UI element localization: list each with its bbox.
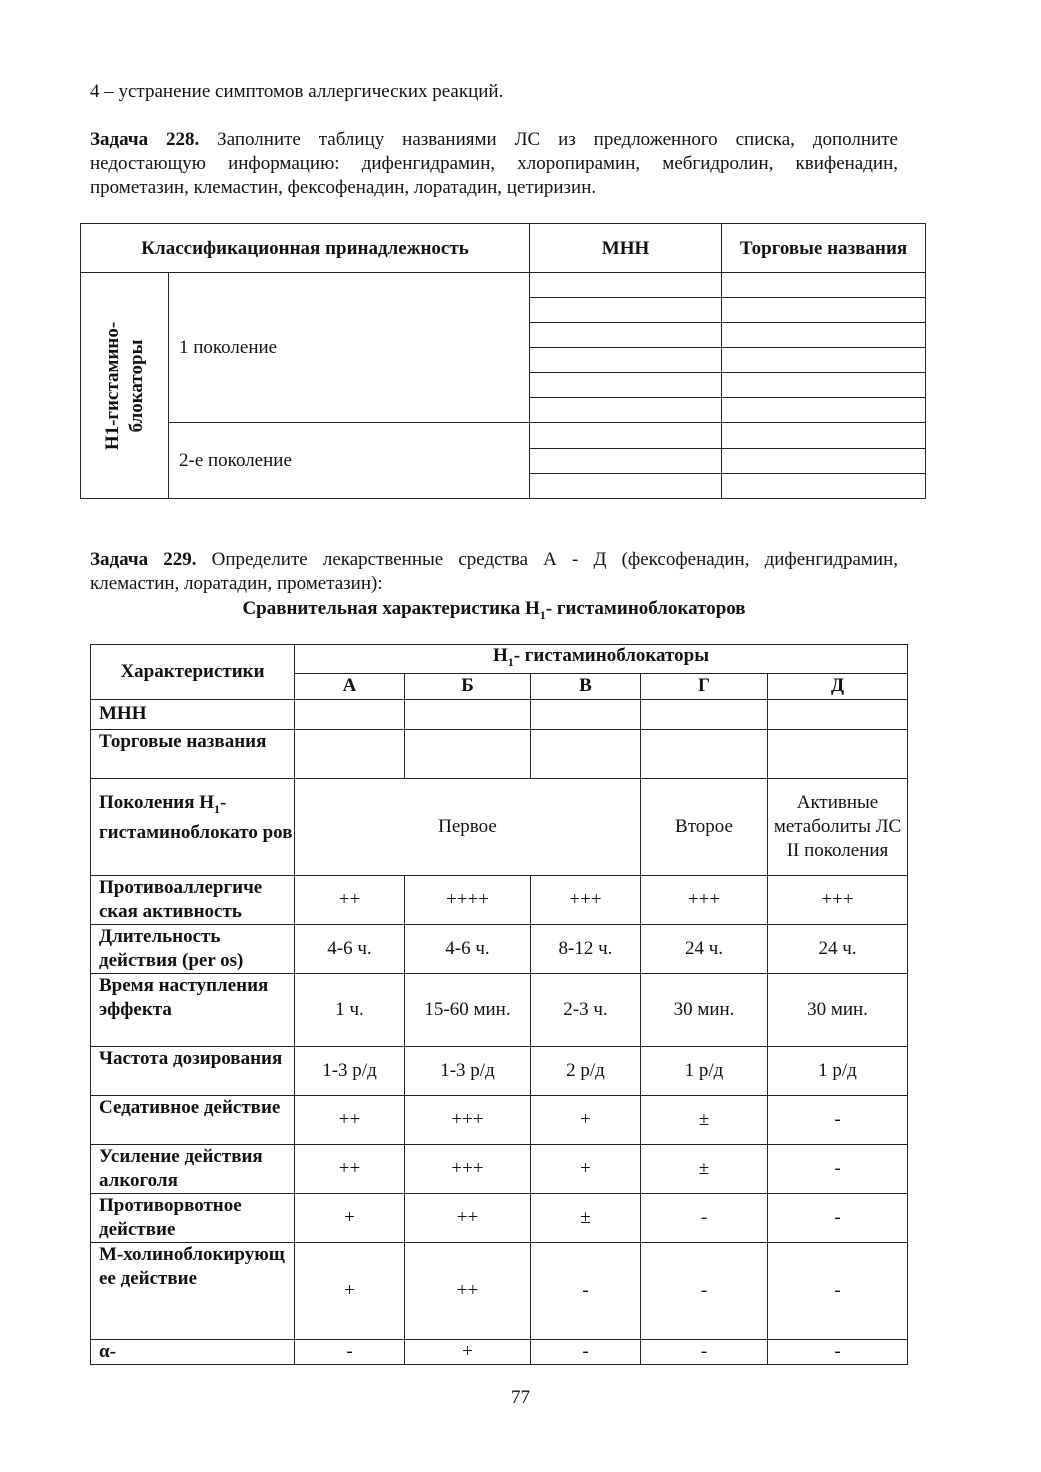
mnn-cell[interactable]: [530, 273, 722, 298]
value-cell: ++: [295, 875, 405, 924]
trade-cell[interactable]: [722, 348, 926, 373]
value-cell: +++: [405, 1095, 531, 1144]
mnn-cell[interactable]: [530, 398, 722, 423]
column-g: Г: [641, 673, 768, 699]
table-caption: Сравнительная характеристика $Н_1-$ гистаминоблокаторов: [242, 598, 746, 622]
intro-line: 4 – устранение симптомов аллергических реакций.: [90, 81, 504, 102]
task-228-paragraph: [90, 128, 898, 200]
table-row: [91, 1095, 908, 1144]
value-cell: ±: [641, 1144, 768, 1193]
mnn-cell[interactable]: [530, 373, 722, 398]
header-characteristics: Характеристики: [91, 645, 295, 700]
value-cell: ++: [405, 1193, 531, 1242]
trade-cell[interactable]: [722, 449, 926, 474]
value-cell: 30 мин.: [641, 973, 768, 1046]
trade-cell[interactable]: [722, 474, 926, 499]
row-label: Время наступления эффекта: [91, 973, 295, 1046]
mnn-cell[interactable]: [531, 699, 641, 729]
trade-cell[interactable]: [722, 423, 926, 449]
value-cell: ++: [295, 1144, 405, 1193]
row-label-generation: Поколения $Н_1$-гистаминоблокато ров: [91, 778, 295, 875]
table-row: [91, 973, 908, 1046]
mnn-cell[interactable]: [530, 474, 722, 499]
table-row: [91, 1339, 908, 1364]
value-cell: -: [768, 1339, 908, 1364]
group-cell: [81, 273, 169, 499]
value-cell: +++: [641, 875, 768, 924]
gen1-label: 1 поколение: [169, 273, 530, 423]
value-cell: -: [768, 1144, 908, 1193]
mnn-cell[interactable]: [641, 699, 768, 729]
value-cell: 8-12 ч.: [531, 924, 641, 973]
group-label: Н1-гистамино- блокаторы: [101, 321, 147, 450]
value-cell: +++: [531, 875, 641, 924]
value-cell: 1 р/д: [768, 1046, 908, 1095]
page-number: 77: [511, 1387, 530, 1408]
value-cell: +: [531, 1144, 641, 1193]
value-cell: ++: [295, 1095, 405, 1144]
table-row: [91, 1193, 908, 1242]
header-group: $Н_1-$ гистаминоблокаторы: [295, 645, 908, 674]
row-label: М-холиноблокирующ ее действие: [91, 1242, 295, 1339]
value-cell: -: [768, 1095, 908, 1144]
column-b: Б: [405, 673, 531, 699]
value-cell: -: [768, 1193, 908, 1242]
value-cell: -: [641, 1193, 768, 1242]
value-cell: ++: [405, 1242, 531, 1339]
row-label: Противоаллергиче ская активность: [91, 875, 295, 924]
value-cell: -: [641, 1242, 768, 1339]
trade-cell[interactable]: [722, 323, 926, 348]
table-row: [91, 1144, 908, 1193]
mnn-cell[interactable]: [530, 323, 722, 348]
comparison-table: [90, 644, 908, 1365]
mnn-cell[interactable]: [530, 298, 722, 323]
header-trade-names: Торговые названия: [722, 224, 926, 273]
value-cell: -: [768, 1242, 908, 1339]
row-label-mnn: МНН: [91, 699, 295, 729]
task-229-label: Задача 229.: [90, 549, 197, 570]
column-v: В: [531, 673, 641, 699]
column-d: Д: [768, 673, 908, 699]
trade-cell[interactable]: [722, 398, 926, 423]
value-cell: 15-60 мин.: [405, 973, 531, 1046]
classification-table: [80, 223, 926, 499]
trade-cell[interactable]: [722, 273, 926, 298]
value-cell: +++: [405, 1144, 531, 1193]
value-cell: ++++: [405, 875, 531, 924]
value-cell: 2 р/д: [531, 1046, 641, 1095]
value-cell: 24 ч.: [768, 924, 908, 973]
value-cell: ±: [641, 1095, 768, 1144]
mnn-cell[interactable]: [295, 699, 405, 729]
mnn-cell[interactable]: [530, 449, 722, 474]
task-228-text: Заполните таблицу названиями ЛС из предложенного списка, дополните недостающую информацию: дифенгидрамин, хлоропирамин, мебгидролин, квифенадин, прометазин, клемастин, фексофенадин, лоратадин, цетиризин.: [90, 129, 898, 198]
value-cell: 24 ч.: [641, 924, 768, 973]
generation-second: Второе: [641, 778, 768, 875]
trade-cell[interactable]: [768, 729, 908, 778]
task-229-text: Определите лекарственные средства А - Д (фексофенадин, дифенгидрамин, клемастин, лоратадин, прометазин):: [90, 549, 898, 594]
column-a: А: [295, 673, 405, 699]
trade-cell[interactable]: [722, 298, 926, 323]
value-cell: 2-3 ч.: [531, 973, 641, 1046]
value-cell: 1 ч.: [295, 973, 405, 1046]
value-cell: +: [295, 1242, 405, 1339]
value-cell: +: [405, 1339, 531, 1364]
table-row: [91, 1242, 908, 1339]
value-cell: -: [295, 1339, 405, 1364]
value-cell: +: [531, 1095, 641, 1144]
table-row: [91, 875, 908, 924]
mnn-cell[interactable]: [768, 699, 908, 729]
header-mnn: МНН: [530, 224, 722, 273]
task-229-paragraph: [90, 548, 898, 596]
mnn-cell[interactable]: [405, 699, 531, 729]
trade-cell[interactable]: [295, 729, 405, 778]
trade-cell[interactable]: [531, 729, 641, 778]
table-row: [91, 924, 908, 973]
value-cell: 4-6 ч.: [405, 924, 531, 973]
row-label: Частота дозирования: [91, 1046, 295, 1095]
table-row: [91, 1046, 908, 1095]
value-cell: 4-6 ч.: [295, 924, 405, 973]
value-cell: ±: [531, 1193, 641, 1242]
gen2-label: 2-е поколение: [169, 423, 530, 499]
row-label: Седативное действие: [91, 1095, 295, 1144]
trade-cell[interactable]: [722, 373, 926, 398]
task-228-label: Задача 228.: [90, 129, 200, 150]
row-label: α-: [91, 1339, 295, 1364]
value-cell: 1-3 р/д: [295, 1046, 405, 1095]
mnn-cell[interactable]: [530, 348, 722, 373]
value-cell: 1-3 р/д: [405, 1046, 531, 1095]
value-cell: 1 р/д: [641, 1046, 768, 1095]
value-cell: +: [295, 1193, 405, 1242]
header-classification: Классификационная принадлежность: [81, 224, 530, 273]
row-label-trade: Торговые названия: [91, 729, 295, 778]
generation-first: Первое: [295, 778, 641, 875]
value-cell: 30 мин.: [768, 973, 908, 1046]
row-label: Длительность действия (per os): [91, 924, 295, 973]
mnn-cell[interactable]: [530, 423, 722, 449]
value-cell: -: [531, 1339, 641, 1364]
row-label: Усиление действия алкоголя: [91, 1144, 295, 1193]
value-cell: -: [531, 1242, 641, 1339]
trade-cell[interactable]: [641, 729, 768, 778]
value-cell: +++: [768, 875, 908, 924]
trade-cell[interactable]: [405, 729, 531, 778]
generation-active-metabolites: Активные метаболиты ЛС II поколения: [768, 778, 908, 875]
value-cell: -: [641, 1339, 768, 1364]
row-label: Противорвотное действие: [91, 1193, 295, 1242]
